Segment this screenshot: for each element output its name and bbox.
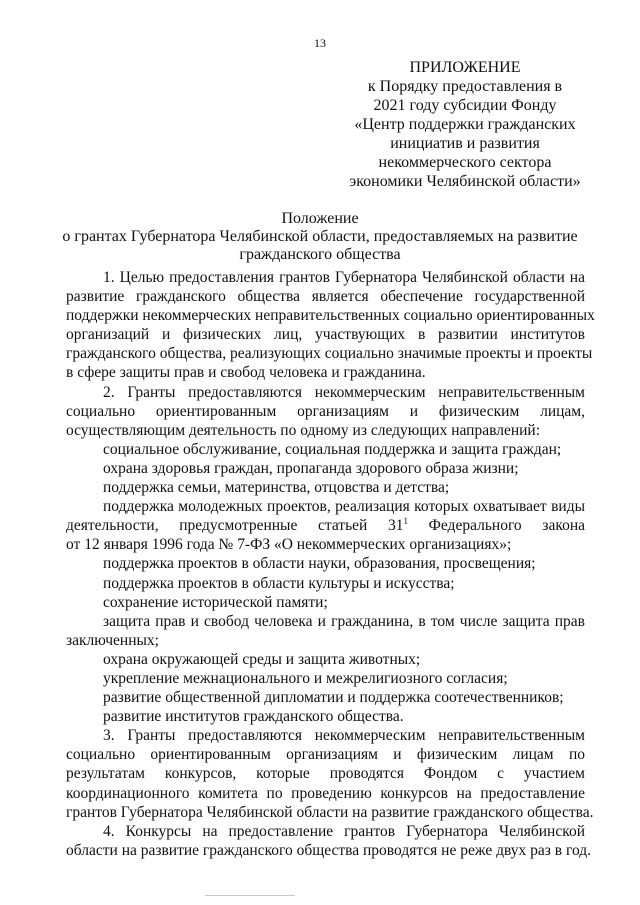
paragraph-1-line: гражданского общества, реализующих социально значимые проекты и проекты bbox=[66, 345, 593, 363]
paragraph-1-line: в сфере защиты прав и свобод человека и гражданина. bbox=[66, 364, 426, 382]
appendix-header bbox=[330, 58, 600, 191]
paragraph-1-line: развитие гражданского общества является обеспечение государственной bbox=[66, 288, 585, 306]
page-number: 13 bbox=[314, 36, 326, 50]
list-item-continuation bbox=[66, 516, 585, 535]
list-item: охрана окружающей среды и защита животных; bbox=[103, 650, 421, 668]
footnote-superscript: 1 bbox=[403, 516, 408, 527]
list-item: поддержка проектов в области науки, образования, просвещения; bbox=[103, 555, 536, 573]
list-item: поддержка проектов в области культуры и искусства; bbox=[103, 574, 455, 592]
paragraph-1-line: организаций и физических лиц, участвующих в развитии институтов bbox=[66, 326, 585, 344]
paragraph-2-line: социально ориентированным организациям и физическим лицам, bbox=[66, 402, 585, 420]
appendix-line: к Порядку предоставления в bbox=[367, 78, 563, 95]
document-title bbox=[60, 210, 580, 264]
law-reference-text: деятельности, предусмотренные статьей 31 bbox=[66, 517, 404, 535]
appendix-line: «Центр поддержки гражданских bbox=[354, 116, 576, 133]
paragraph-4-line: области на развитие гражданского общества проводятся не реже двух раз в год. bbox=[66, 841, 592, 859]
list-item: защита прав и свобод человека и гражданина, в том числе защита прав bbox=[103, 612, 585, 630]
list-item: развитие общественной дипломатии и поддержка соотечественников; bbox=[103, 689, 564, 707]
paragraph-4-line: 4. Конкурсы на предоставление грантов Губернатора Челябинской bbox=[103, 822, 585, 840]
title-line: о грантах Губернатора Челябинской области, предоставляемых на развитие bbox=[62, 228, 578, 245]
appendix-line: 2021 году субсидии Фонду bbox=[373, 97, 557, 114]
appendix-line: инициатив и развития bbox=[390, 135, 540, 152]
list-item: охрана здоровья граждан, пропаганда здорового образа жизни; bbox=[103, 459, 519, 477]
paragraph-1-line: поддержки некоммерческих неправительственных социально ориентированных bbox=[66, 307, 595, 325]
appendix-line: экономики Челябинской области» bbox=[349, 173, 581, 190]
paragraph-3-line: результатам конкурсов, которые проводятся Фондом с участием bbox=[66, 765, 585, 783]
paragraph-3-line: социально ориентированным организациям и физическим лицам по bbox=[66, 746, 585, 764]
scan-artifact-line bbox=[205, 895, 295, 896]
paragraph-1-line: 1. Целью предоставления грантов Губернатора Челябинской области на bbox=[103, 269, 585, 286]
list-item: сохранение исторической памяти; bbox=[103, 593, 328, 611]
list-item: развитие институтов гражданского общества. bbox=[103, 708, 404, 726]
appendix-line: некоммерческого сектора bbox=[378, 154, 552, 171]
paragraph-3-line: 3. Гранты предоставляются некоммерческим неправительственным bbox=[103, 727, 585, 745]
paragraph-2-line: 2. Гранты предоставляются некоммерческим неправительственным bbox=[103, 383, 585, 401]
paragraph-3-line: координационного комитета по проведению конкурсов на предоставление bbox=[66, 784, 585, 802]
document-body bbox=[66, 268, 595, 860]
title-heading: Положение bbox=[281, 210, 359, 227]
title-line: гражданского общества bbox=[239, 246, 401, 263]
list-item: социальное обслуживание, социальная поддержка и защита граждан; bbox=[103, 440, 562, 458]
list-item: укрепление межнационального и межрелигиозного согласия; bbox=[103, 669, 508, 687]
list-item: поддержка молодежных проектов, реализация которых охватывает виды bbox=[103, 498, 585, 516]
paragraph-2-line: осуществляющим деятельность по одному из следующих направлений: bbox=[66, 421, 541, 439]
list-item: поддержка семьи, материнства, отцовства и детства; bbox=[103, 479, 450, 497]
appendix-title: ПРИЛОЖЕНИЕ bbox=[409, 59, 521, 76]
law-reference-text: Федерального закона bbox=[428, 517, 585, 535]
paragraph-3-line: грантов Губернатора Челябинской области на развитие гражданского общества. bbox=[66, 803, 594, 821]
list-item-continuation: заключенных; bbox=[66, 631, 159, 649]
list-item-continuation: от 12 января 1996 года № 7-ФЗ «О некоммерческих организациях»; bbox=[66, 536, 512, 554]
